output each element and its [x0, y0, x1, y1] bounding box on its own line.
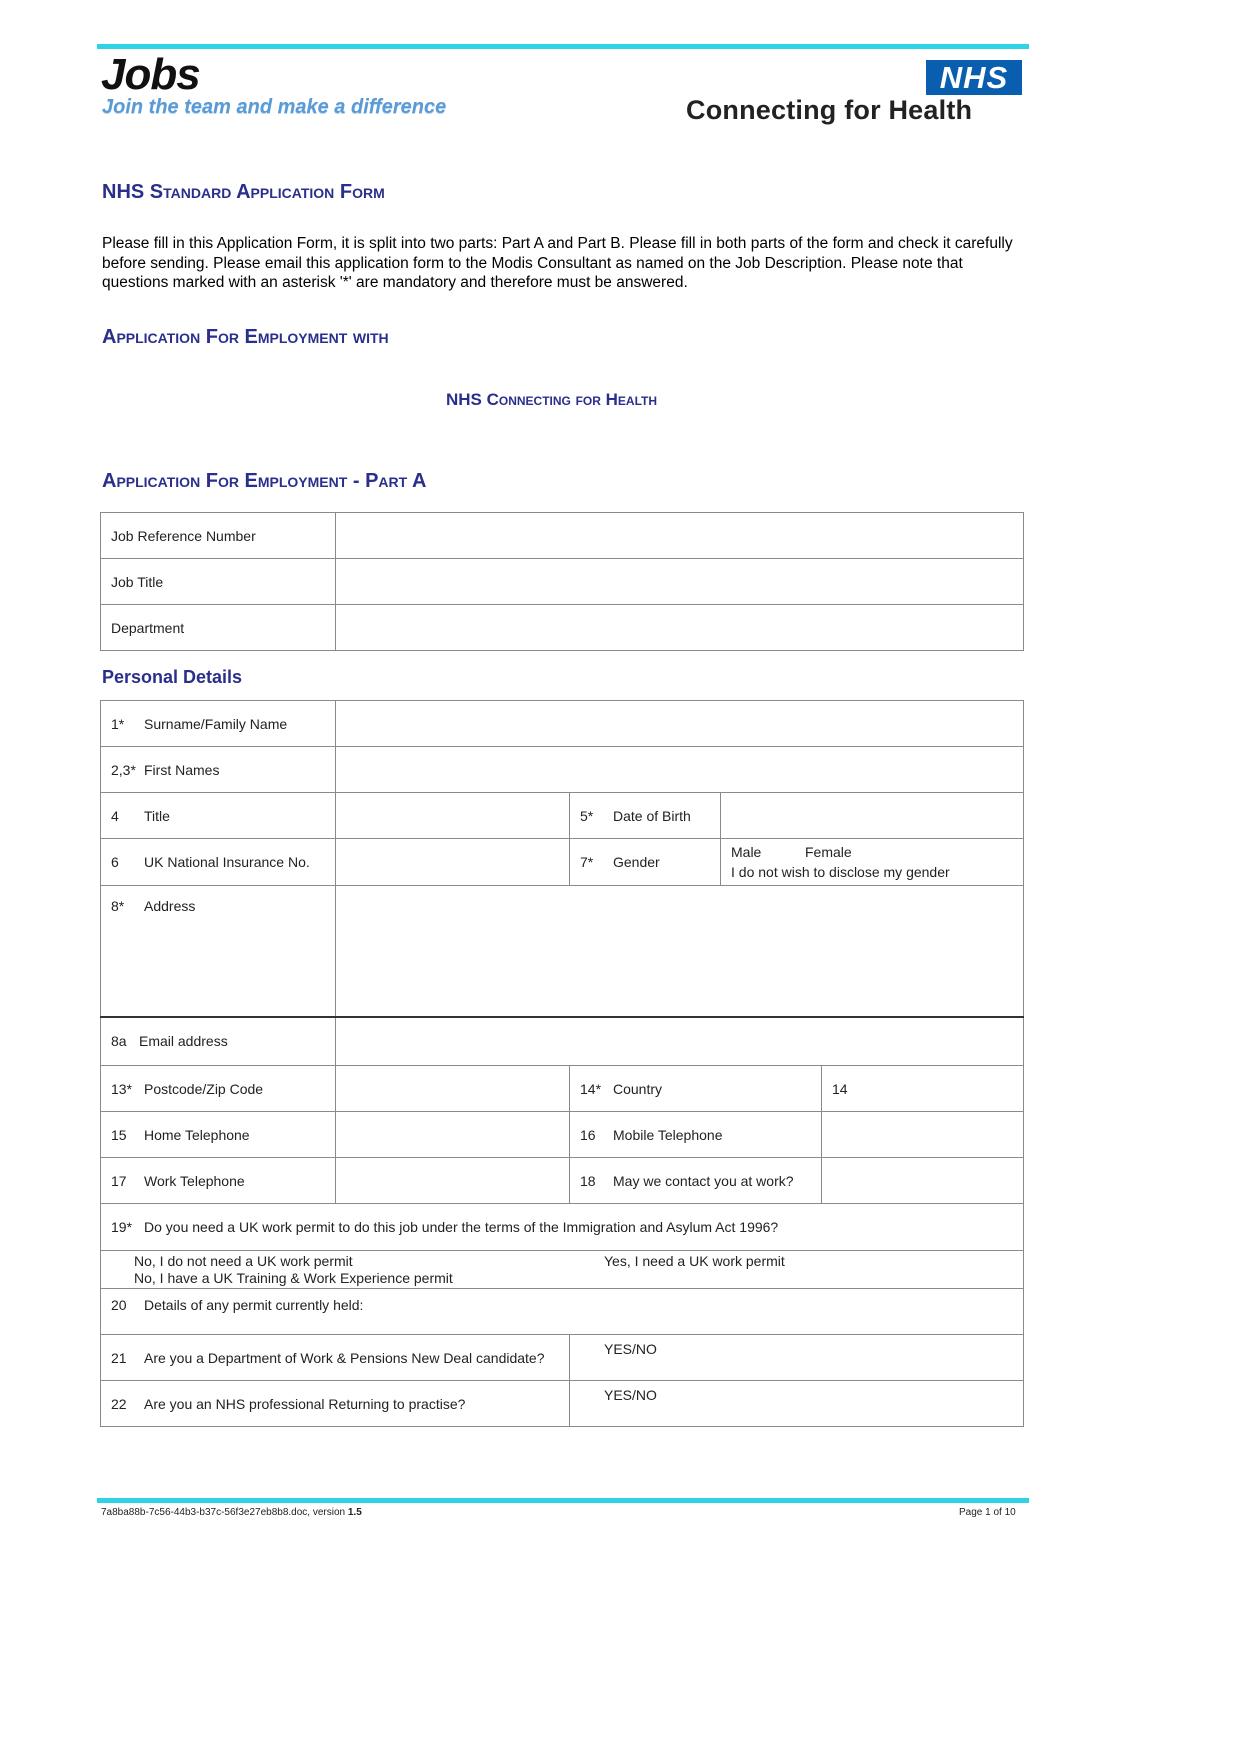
postcode-label: 13* Postcode/Zip Code [101, 1066, 336, 1112]
permit-options [101, 1251, 1024, 1289]
table-row [101, 559, 1024, 605]
jobs-logo: Jobs [101, 50, 200, 99]
permit-option-no[interactable]: No, I do not need a UK work permit [134, 1252, 353, 1269]
ni-label: 6 UK National Insurance No. [101, 839, 336, 886]
dob-field[interactable] [721, 793, 1024, 839]
jobs-tagline: Join the team and make a difference [102, 96, 447, 118]
country-label: 14* Country [570, 1066, 822, 1112]
mobile-label: 16 Mobile Telephone [570, 1112, 822, 1158]
email-field[interactable] [336, 1017, 1024, 1066]
permit-option-training[interactable]: No, I have a UK Training & Work Experience permit [134, 1269, 453, 1286]
gender-options [721, 839, 1024, 886]
department-label: Department [101, 605, 336, 651]
gender-label: 7* Gender [570, 839, 721, 886]
new-deal-field[interactable]: YES/NO [570, 1335, 1024, 1381]
table-row [101, 1251, 1024, 1289]
form-title: NHS Standard Application Form [102, 181, 385, 203]
personal-details-heading: Personal Details [102, 667, 243, 687]
job-title-field[interactable] [336, 559, 1024, 605]
table-row [101, 1335, 1024, 1381]
intro-paragraph: Please fill in this Application Form, it is split into two parts: Part A and Part B. Please fill in both parts of the form and check it carefully before sending. Please email this application form to the Modis Consultant as named on the Job Description. Please note that questions marked with an asterisk '*' are mandatory and therefore must be answered. [102, 235, 1013, 291]
footer-doc-id: 7a8ba88b-7c56-44b3-b37c-56f3e27eb8b8.doc, version 1.5 [101, 1507, 362, 1518]
table-row [101, 1289, 1024, 1335]
gender-option-female[interactable]: Female [805, 844, 852, 860]
surname-field[interactable] [336, 701, 1024, 747]
mobile-field[interactable] [822, 1112, 1024, 1158]
permit-held-field[interactable]: 20 Details of any permit currently held: [101, 1289, 1024, 1335]
employer-name: NHS Connecting for Health [445, 390, 658, 409]
first-names-field[interactable] [336, 747, 1024, 793]
table-row [101, 1381, 1024, 1427]
address-label: 8* Address [101, 886, 336, 1017]
returning-label: 22 Are you an NHS professional Returning to practise? [101, 1381, 570, 1427]
table-row [101, 886, 1024, 1017]
table-row [101, 1066, 1024, 1112]
ni-field[interactable] [336, 839, 570, 886]
table-row [101, 513, 1024, 559]
home-tel-field[interactable] [336, 1112, 570, 1158]
job-details-table [100, 512, 1024, 651]
footer-page-number: Page 1 of 10 [959, 1507, 1016, 1518]
table-row [101, 1017, 1024, 1066]
part-a-heading: Application For Employment - Part A [102, 470, 427, 492]
contact-work-label: 18 May we contact you at work? [570, 1158, 822, 1204]
department-field[interactable] [336, 605, 1024, 651]
email-label: 8a Email address [101, 1017, 336, 1066]
top-accent-bar [97, 44, 1029, 49]
gender-option-male[interactable]: Male [731, 844, 762, 860]
table-row [101, 839, 1024, 886]
job-ref-label: Job Reference Number [101, 513, 336, 559]
new-deal-label: 21 Are you a Department of Work & Pensions New Deal candidate? [101, 1335, 570, 1381]
country-field[interactable]: 14 [822, 1066, 1024, 1112]
first-names-label: 2,3* First Names [101, 747, 336, 793]
work-tel-field[interactable] [336, 1158, 570, 1204]
permit-option-yes[interactable]: Yes, I need a UK work permit [604, 1252, 785, 1269]
nhs-logo-badge: NHS [926, 60, 1022, 95]
title-label: 4 Title [101, 793, 336, 839]
work-tel-label: 17 Work Telephone [101, 1158, 336, 1204]
contact-work-field[interactable] [822, 1158, 1024, 1204]
dob-label: 5* Date of Birth [570, 793, 721, 839]
gender-option-undisclosed[interactable]: I do not wish to disclose my gender [731, 864, 950, 880]
table-row [101, 793, 1024, 839]
job-title-label: Job Title [101, 559, 336, 605]
table-row [101, 701, 1024, 747]
table-row [101, 1158, 1024, 1204]
nhs-logo-subtitle: Connecting for Health [686, 95, 973, 125]
table-row [101, 1112, 1024, 1158]
employment-with-heading: Application For Employment with [102, 326, 389, 348]
bottom-accent-bar [97, 1498, 1029, 1503]
personal-details-table [100, 700, 1024, 1427]
returning-field[interactable]: YES/NO [570, 1381, 1024, 1427]
table-row [101, 605, 1024, 651]
table-row [101, 1204, 1024, 1251]
table-row [101, 747, 1024, 793]
job-ref-field[interactable] [336, 513, 1024, 559]
surname-label: 1* Surname/Family Name [101, 701, 336, 747]
postcode-field[interactable] [336, 1066, 570, 1112]
permit-question: 19* Do you need a UK work permit to do this job under the terms of the Immigration and Asylum Act 1996? [101, 1204, 1024, 1251]
title-field[interactable] [336, 793, 570, 839]
address-field[interactable] [336, 886, 1024, 1017]
home-tel-label: 15 Home Telephone [101, 1112, 336, 1158]
